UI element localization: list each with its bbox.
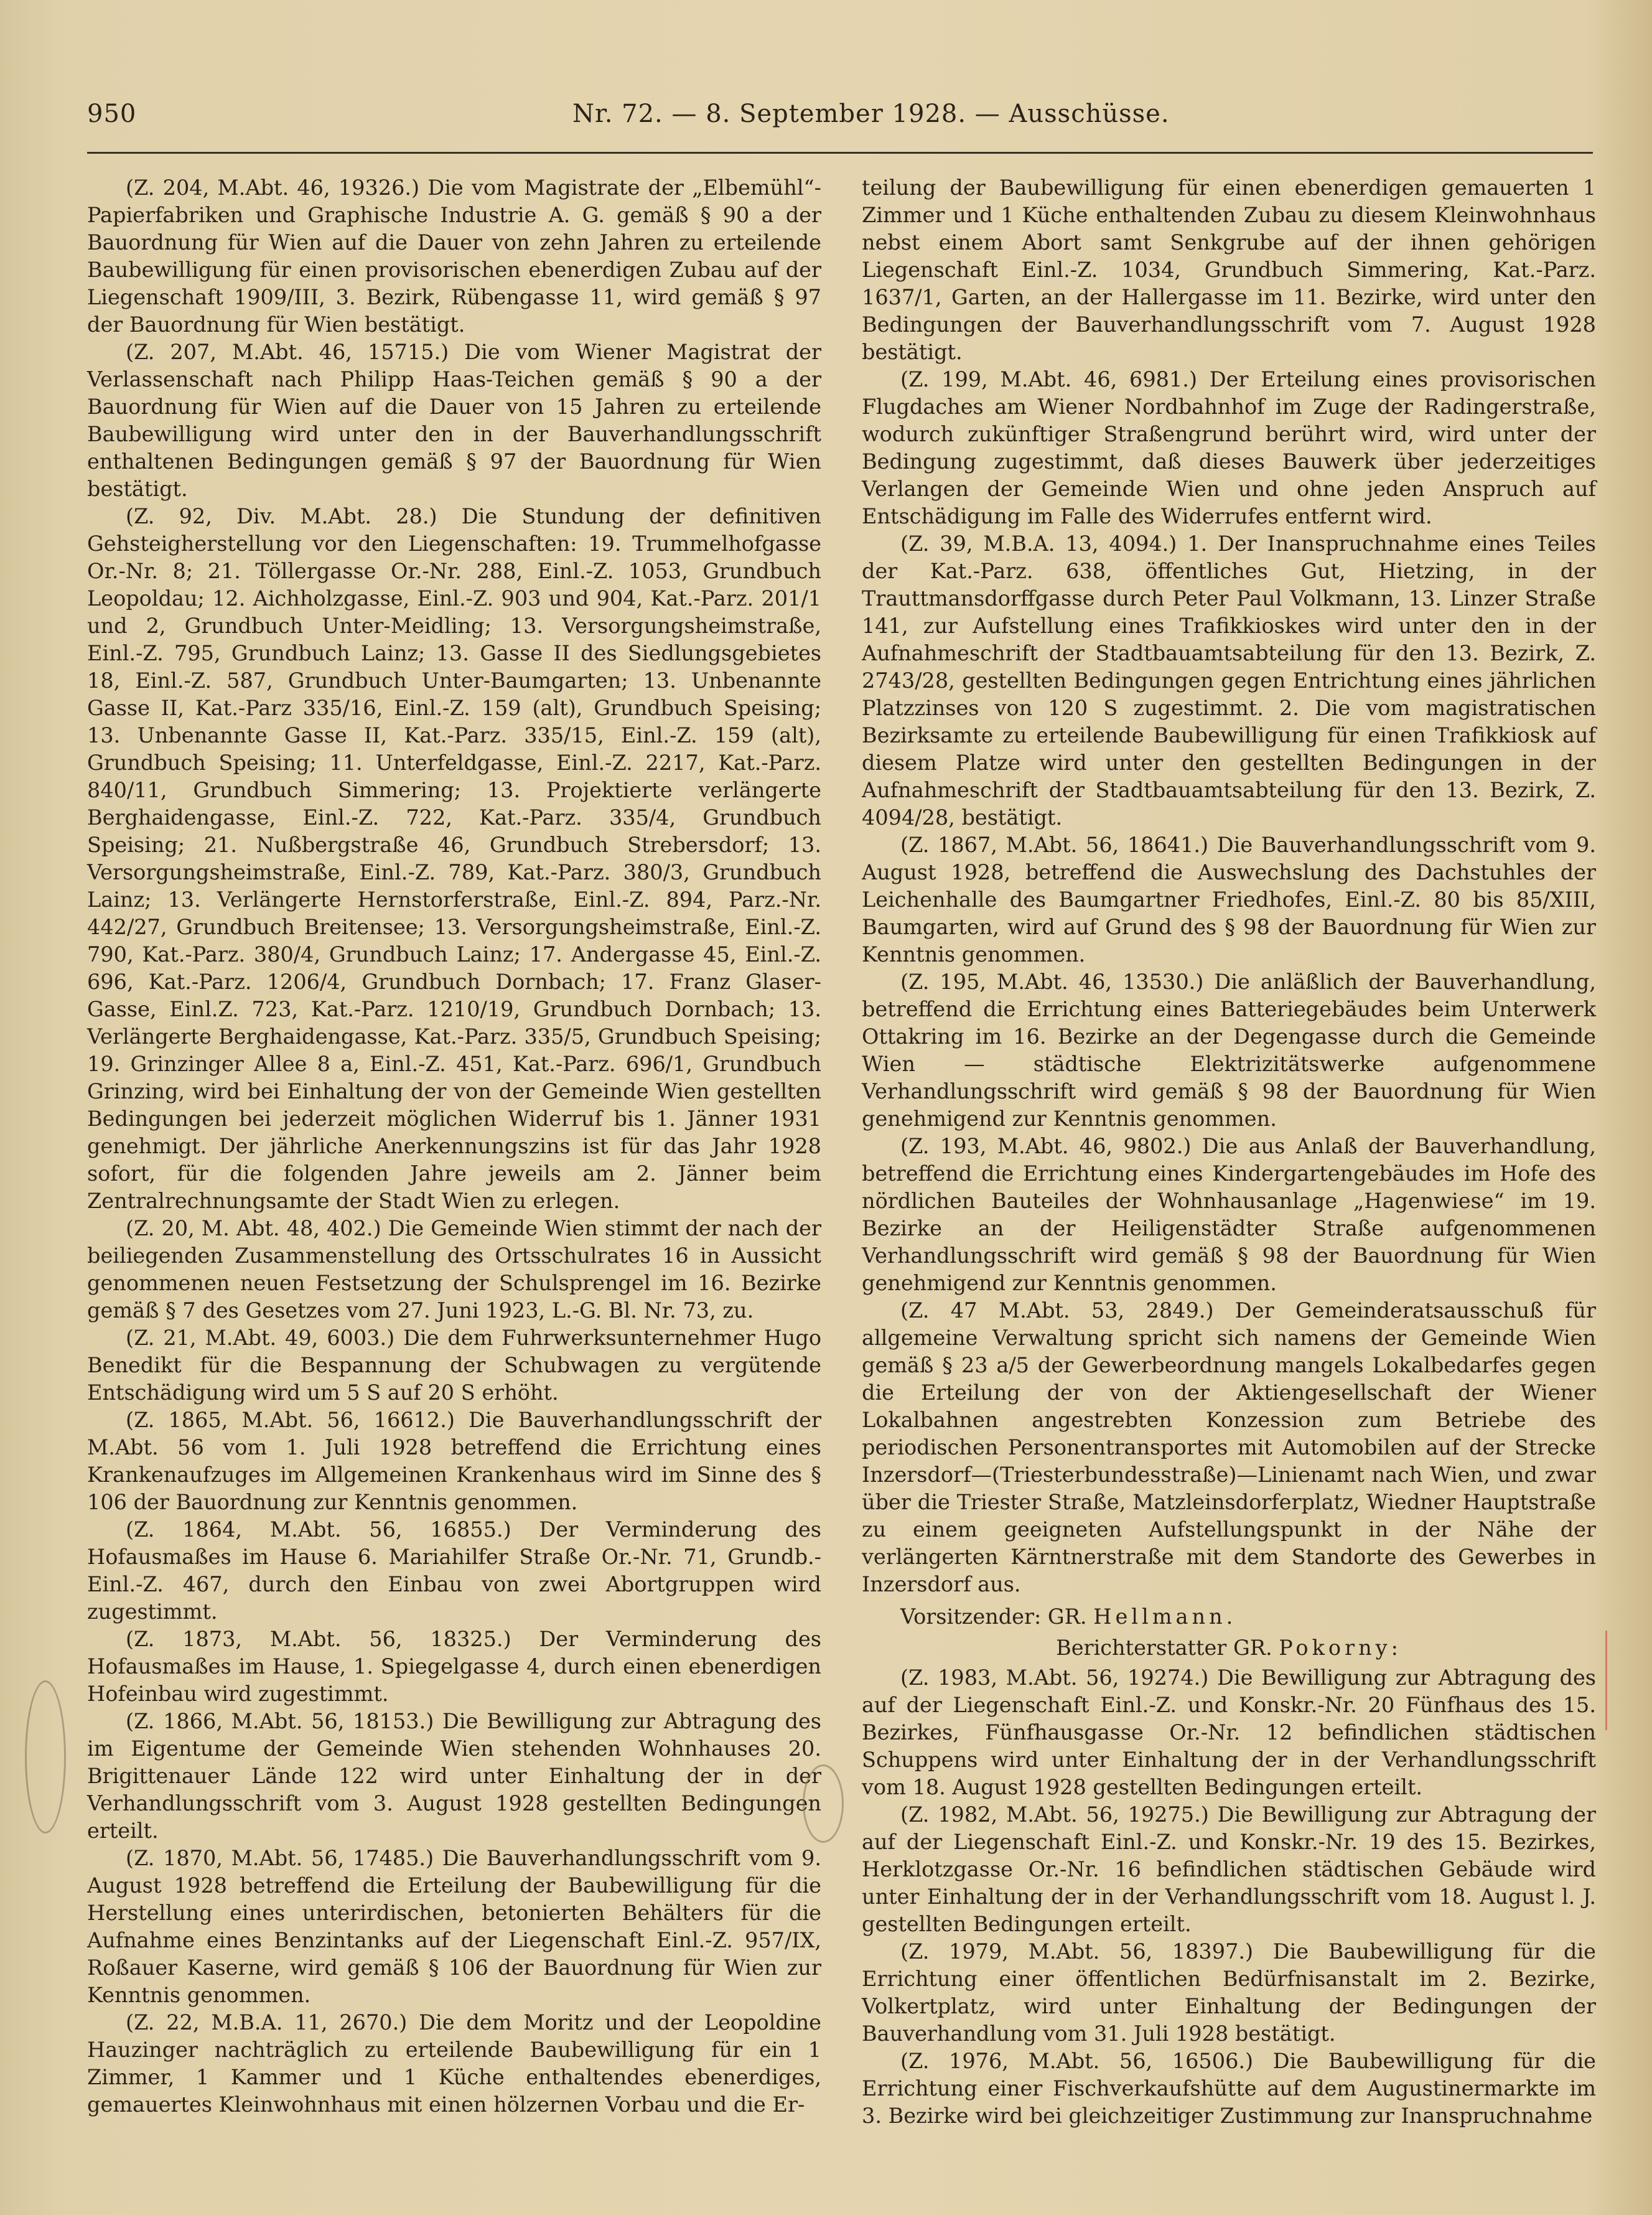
paragraph: (Z. 1873, M.Abt. 56, 18325.) Der Verminderung des Hofausmaßes im Hause, 1. Spiegelgasse 4, durch einen ebenerdigen Hofeinbau wird zugestimmt. [87,1627,821,1706]
paragraph: (Z. 39, M.B.A. 13, 4094.) 1. Der Inanspruchnahme eines Teiles der Kat.-Parz. 638, öffentliches Gut, Hietzing, in der Trauttmansdorffgasse durch Peter Paul Volkmann, 13. Linzer Straße 141, zur Aufstellung eines Trafikkioskes wird unter den in der Aufnahmeschrift der Stadtbauamtsabteilung für den 13. Bezirk, Z. 2743/28, gestellten Bedingungen gegen Entrichtung eines jährlichen Platzzinses von 120 S zugestimmt. 2. Die vom magistratischen Bezirksamte zu erteilende Baubewilligung für einen Trafikkiosk auf diesem Platze wird unter den gestellten Bedingungen in der Aufnahmeschrift der Stadtbauamtsabteilung für den 13. Bezirk, Z. 4094/28, bestätigt. [862,532,1596,830]
paragraph: (Z. 22, M.B.A. 11, 2670.) Die dem Moritz und der Leopoldine Hauzinger nachträglich zu erteilende Baubewilligung für ein 1 Zimmer, 1 Kammer und 1 Küche enthaltendes ebenerdiges, gemauertes Kleinwohnhaus mit einen hölzernen Vorbau und die Er- [87,2010,821,2117]
paragraph: (Z. 47 M.Abt. 53, 2849.) Der Gemeinderatsausschuß für allgemeine Verwaltung spricht sich namens der Gemeinde Wien gemäß § 23 a/5 der Gewerbeordnung mangels Lokalbedarfes gegen die Erteilung der von der Aktiengesellschaft der Wiener Lokalbahnen angestrebten Konzession zum Betriebe des periodischen Personentransportes mit Automobilen auf der Strecke Inzersdorf—(Triesterbundesstraße)—Linienamt nach Wien, und zwar über die Triester Straße, Matzleinsdorferplatz, Wiedner Hauptstraße zu einem geeigneten Aufstellungspunkt in der Nähe der verlängerten Kärntnerstraße mit dem Standorte des Gewerbes in Inzersdorf aus. [862,1298,1596,1596]
paragraph: (Z. 1870, M.Abt. 56, 17485.) Die Bauverhandlungsschrift vom 9. August 1928 betreffend die Erteilung der Baubewilligung für die Herstellung eines unterirdischen, betonierten Behälters für die Aufnahme eines Benzintanks auf der Liegenschaft Einl.-Z. 957/IX, Roßauer Kaserne, wird gemäß § 106 der Bauordnung für Wien zur Kenntnis genommen. [87,1846,821,2007]
paragraph: (Z. 21, M.Abt. 49, 6003.) Die dem Fuhrwerksunternehmer Hugo Benedikt für die Bespannung der Schubwagen zu vergütende Entschädigung wird um 5 S auf 20 S erhöht. [87,1326,821,1405]
reporter-label: Berichterstatter GR. [1056,1636,1272,1660]
paragraph: (Z. 92, Div. M.Abt. 28.) Die Stundung der definitiven Gehsteigherstellung vor den Liegenschaften: 19. Trummelhofgasse Or.-Nr. 8; 21. Töllergasse Or.-Nr. 288, Einl.-Z. 1053, Grundbuch Leopoldau; 12. Aichholzgasse, Einl.-Z. 903 und 904, Kat.-Parz. 201/1 und 2, Grundbuch Unter-Meidling; 13. Versorgungsheimstraße, Einl.-Z. 795, Grundbuch Lainz; 13. Gasse II des Siedlungsgebietes 18, Einl.-Z. 587, Grundbuch Unter-Baumgarten; 13. Unbenannte Gasse II, Kat.-Parz 335/16, Einl.-Z. 159 (alt), Grundbuch Speising; 13. Unbenannte Gasse II, Kat.-Parz. 335/15, Einl.-Z. 159 (alt), Grundbuch Speising; 11. Unterfeldgasse, Einl.-Z. 2217, Kat.-Parz. 840/11, Grundbuch Simmering; 13. Projektierte verlängerte Berghaidengasse, Einl.-Z. 722, Kat.-Parz. 335/4, Grundbuch Speising; 21. Nußbergstraße 46, Grundbuch Strebersdorf; 13. Versorgungsheimstraße, Einl.-Z. 789, Kat.-Parz. 380/3, Grundbuch Lainz; 13. Verlängerte Hernstorferstraße, Einl.-Z. 894, Parz.-Nr. 442/27, Grundbuch Breitensee; 13. Versorgungsheimstraße, Einl.-Z. 790, Kat.-Parz. 380/4, Grundbuch Lainz; 17. Andergasse 45, Einl.-Z. 696, Kat.-Parz. 1206/4, Grundbuch Dornbach; 17. Franz Glaser-Gasse, Einl.Z. 723, Kat.-Parz. 1210/19, Grundbuch Dornbach; 13. Verlängerte Berghaidengasse, Kat.-Parz. 335/5, Grundbuch Speising; 19. Grinzinger Allee 8 a, Einl.-Z. 451, Kat.-Parz. 696/1, Grundbuch Grinzing, wird bei Einhaltung der von der Gemeinde Wien gestellten Bedingungen bei jederzeit möglichen Widerruf bis 1. Jänner 1931 genehmigt. Der jährliche Anerkennungszins ist für das Jahr 1928 sofort, für die folgenden Jahre jeweils am 2. Jänner beim Zentralrechnungsamte der Stadt Wien zu erlegen. [87,504,821,1213]
paragraph: (Z. 1983, M.Abt. 56, 19274.) Die Bewilligung zur Abtragung des auf der Liegenschaft Einl.-Z. und Konskr.-Nr. 20 Fünfhaus des 15. Bezirkes, Fünfhausgasse Or.-Nr. 12 befindlichen städtischen Schuppens wird unter Einhaltung der in der Verhandlungsschrift vom 18. August 1928 gestellten Bedingungen erteilt. [862,1665,1596,1799]
reporter-line [862,1634,1596,1662]
paragraph: (Z. 1865, M.Abt. 56, 16612.) Die Bauverhandlungsschrift der M.Abt. 56 vom 1. Juli 1928 betreffend die Errichtung eines Krankenaufzuges im Allgemeinen Krankenhaus wird im Sinne des § 106 der Bauordnung zur Kenntnis genommen. [87,1408,821,1514]
paragraph: (Z. 1867, M.Abt. 56, 18641.) Die Bauverhandlungsschrift vom 9. August 1928, betreffend die Auswechslung des Dachstuhles der Leichenhalle des Baumgartner Friedhofes, Einl.-Z. 80 bis 85/XIII, Baumgarten, wird auf Grund des § 98 der Bauordnung für Wien zur Kenntnis genommen. [862,833,1596,967]
paragraph: (Z. 1979, M.Abt. 56, 18397.) Die Baubewilligung für die Errichtung einer öffentlichen Bedürfnisanstalt im 2. Bezirke, Volkertplatz, wird unter Einhaltung der Bedingungen der Bauverhandlung vom 31. Juli 1928 bestätigt. [862,1939,1596,2046]
paragraph: (Z. 204, M.Abt. 46, 19326.) Die vom Magistrate der „Elbemühl“-Papierfabriken und Graphische Industrie A. G. gemäß § 90 a der Bauordnung für Wien auf die Dauer von zehn Jahren zu erteilende Baubewilligung für einen provisorischen ebenerdigen Zubau auf der Liegenschaft 1909/III, 3. Bezirk, Rübengasse 11, wird gemäß § 97 der Bauordnung für Wien bestätigt. [87,176,821,337]
chair-line [862,1603,1596,1631]
page-header [87,100,1580,137]
paragraph: (Z. 193, M.Abt. 46, 9802.) Die aus Anlaß der Bauverhandlung, betreffend die Errichtung eines Kindergartengebäudes im Hofe des nördlichen Bauteiles der Wohnhausanlage „Hagenwiese“ im 19. Bezirke an der Heiligenstädter Straße aufgenommenen Verhandlungsschrift wird gemäß § 98 der Bauordnung für Wien genehmigend zur Kenntnis genommen. [862,1134,1596,1295]
left-column [87,174,821,2119]
paragraph: (Z. 20, M. Abt. 48, 402.) Die Gemeinde Wien stimmt der nach der beiliegenden Zusammenstellung des Ortsschulrates 16 in Aussicht genommenen neuen Festsetzung der Schulsprengel im 16. Bezirke gemäß § 7 des Gesetzes vom 27. Juni 1923, L.-G. Bl. Nr. 73, zu. [87,1216,821,1323]
paragraph-continuation: teilung der Baubewilligung für einen ebenerdigen gemauerten 1 Zimmer und 1 Küche enthaltenden Zubau zu diesem Kleinwohnhaus nebst einem Abort samt Senkgrube auf der ihnen gehörigen Liegenschaft Einl.-Z. 1034, Grundbuch Simmering, Kat.-Parz. 1637/1, Garten, an der Hallergasse im 11. Bezirke, wird unter den Bedingungen der Bauverhandlungsschrift vom 7. August 1928 bestätigt. [862,176,1596,364]
paragraph: (Z. 1982, M.Abt. 56, 19275.) Die Bewilligung zur Abtragung der auf der Liegenschaft Einl.-Z. und Konskr.-Nr. 19 des 15. Bezirkes, Herklotzgasse Or.-Nr. 16 befindlichen städtischen Gebäude wird unter Einhaltung der in der Verhandlungsschrift vom 18. August l. J. gestellten Bedingungen erteilt. [862,1802,1596,1936]
running-title: Nr. 72. — 8. September 1928. — Ausschüsse. [572,100,1170,128]
paragraph: (Z. 1866, M.Abt. 56, 18153.) Die Bewilligung zur Abtragung des im Eigentume der Gemeinde Wien stehenden Wohnhauses 20. Brigittenauer Lände 122 wird unter Einhaltung der in der Verhandlungsschrift vom 3. August 1928 gestellten Bedingungen erteilt. [87,1709,821,1843]
paragraph: (Z. 195, M.Abt. 46, 13530.) Die anläßlich der Bauverhandlung, betreffend die Errichtung eines Batteriegebäudes beim Unterwerk Ottakring im 16. Bezirke an der Degengasse durch die Gemeinde Wien — städtische Elektrizitätswerke aufgenommene Verhandlungsschrift wird gemäß § 98 der Bauordnung für Wien genehmigend zur Kenntnis genommen. [862,970,1596,1131]
paragraph: (Z. 199, M.Abt. 46, 6981.) Der Erteilung eines provisorischen Flugdaches am Wiener Nordbahnhof im Zuge der Radingerstraße, wodurch zukünftiger Straßengrund berührt wird, wird unter der Bedingung zugestimmt, daß dieses Bauwerk über jederzeitiges Verlangen der Gemeinde Wien und ohne jeden Anspruch auf Entschädigung im Falle des Widerrufes entfernt wird. [862,367,1596,528]
pencil-mark [803,1764,844,1843]
right-column [862,174,1596,2130]
paragraph: (Z. 1976, M.Abt. 56, 16506.) Die Baubewilligung für die Errichtung einer Fischverkaufshütte auf dem Augustinermarkte im 3. Bezirke wird bei gleichzeitiger Zustimmung zur Inanspruchnahme [862,2049,1596,2128]
red-margin-mark [1605,1631,1607,1730]
paragraph: (Z. 207, M.Abt. 46, 15715.) Die vom Wiener Magistrat der Verlassenschaft nach Philipp Haas-Teichen gemäß § 90 a der Bauordnung für Wien auf die Dauer von 15 Jahren zu erteilende Baubewilligung wird unter den in der Bauverhandlungsschrift enthaltenen Bedingungen gemäß § 97 der Bauordnung für Wien bestätigt. [87,340,821,501]
reporter-name: Pokorny: [1279,1636,1402,1660]
paragraph: (Z. 1864, M.Abt. 56, 16855.) Der Verminderung des Hofausmaßes im Hause 6. Mariahilfer Straße Or.-Nr. 71, Grundb.-Einl.-Z. 467, durch den Einbau von zwei Abortgruppen wird zugestimmt. [87,1517,821,1624]
chair-label: Vorsitzender: GR. [900,1604,1087,1629]
chair-name: Hellmann. [1093,1604,1237,1629]
pencil-mark [25,1680,66,1833]
header-rule [87,152,1593,154]
page-number: 950 [87,100,137,128]
